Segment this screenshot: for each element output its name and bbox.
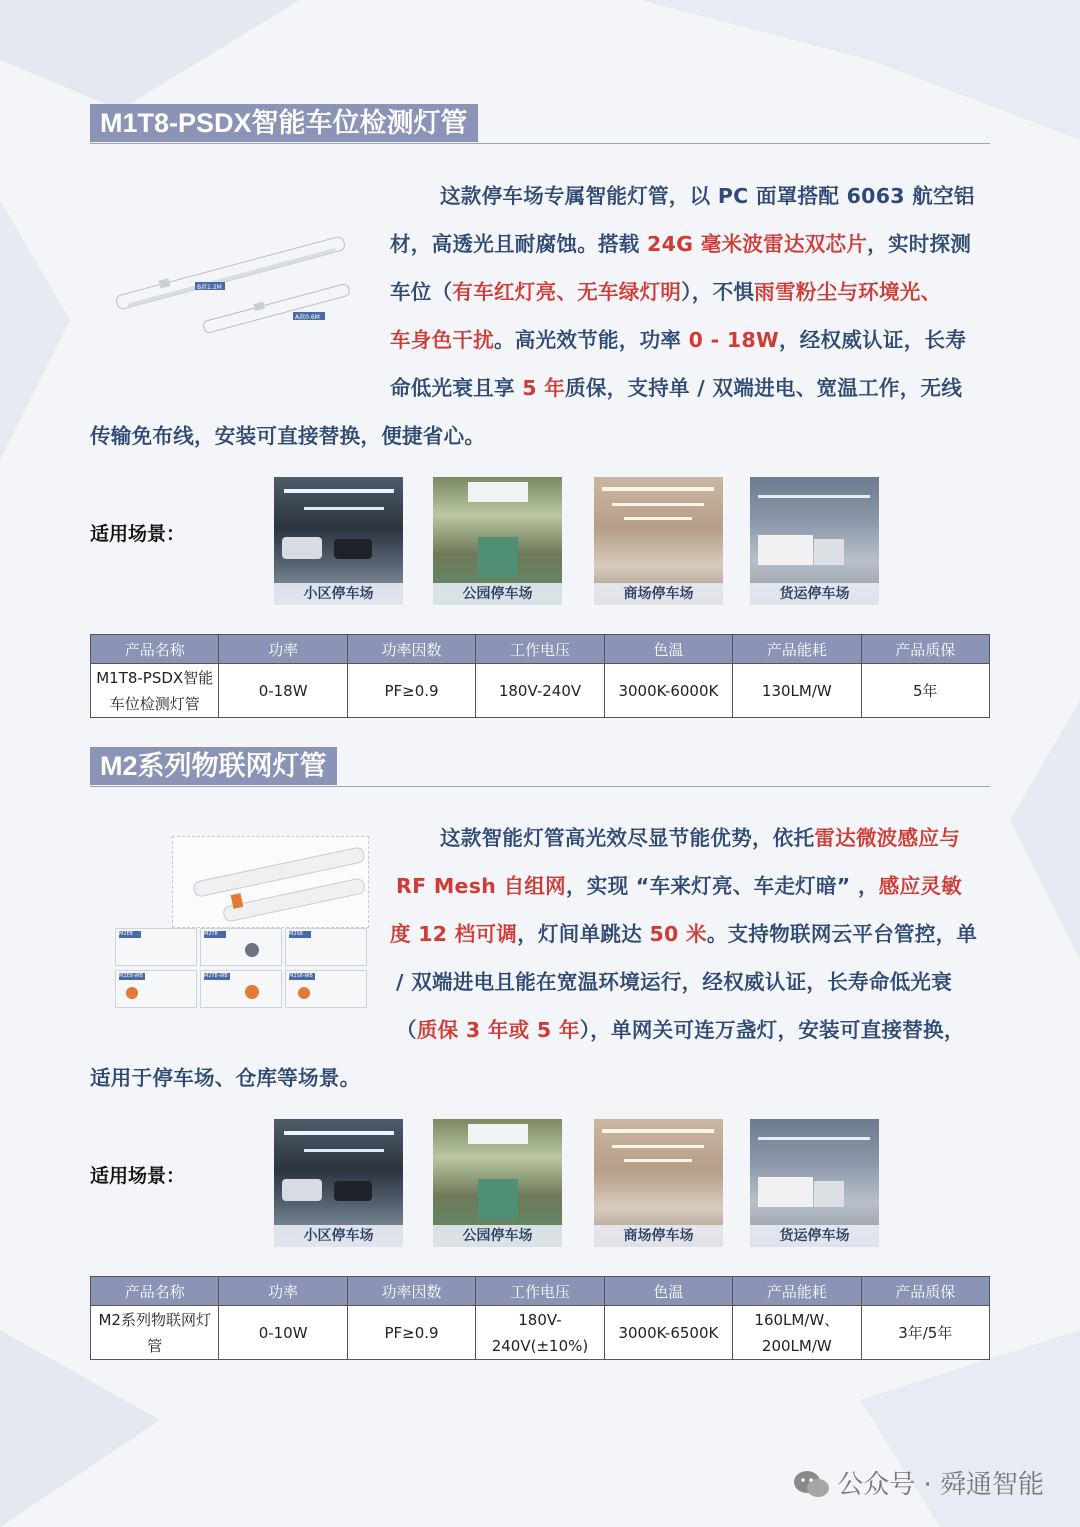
table-header: 功率因数 [347,635,475,664]
para-line [90,958,1000,1006]
highlight-text: 感应灵敏 [878,874,962,898]
highlight-text: 质保 3 年或 5 年 [416,1018,580,1042]
body-text: ，实现 “车来灯亮、车走灯暗” ， [565,874,879,898]
footer-text: 公众号 · 舜通智能 [837,1470,1044,1500]
table-cell: 3000K-6000K [604,664,732,718]
table-cell: 3年/5年 [861,1306,989,1360]
product-label: M2S8-WB [289,973,315,980]
scene-thumb-park [433,477,562,605]
product-label: M2E8 [119,931,141,938]
body-text: 车位（ [390,280,453,304]
body-text: ，灯间单跳达 [517,922,650,946]
para-line [90,220,1000,268]
table-header: 产品名称 [91,635,219,664]
section2-title-rule [90,786,990,787]
table-cell: M2系列物联网灯管 [91,1306,219,1360]
body-text: 命低光衰且享 [390,376,523,400]
para-line [90,1006,1000,1054]
scene-thumb-freight [750,1119,879,1247]
table-row [91,664,990,718]
scene-thumb-freight [750,477,879,605]
section1-spec-table [90,634,990,718]
para-line [90,268,1000,316]
para-line [90,814,1000,862]
highlight-text: 50 米 [649,922,707,946]
body-text: 。高光效节能，功率 [494,328,689,352]
highlight-text: 有车红灯亮、无车绿灯明 [452,280,682,304]
body-text: ，实时探测 [867,232,972,256]
table-header: 功率因数 [347,1277,475,1306]
table-row [91,1306,990,1360]
body-text: 传输免布线，安装可直接替换，便捷省心。 [90,424,486,448]
table-cell: 0-18W [219,664,347,718]
body-text: / 双端进电且能在宽温环境运行，经权威认证，长寿命低光衰 [396,970,953,994]
scene-caption: 商场停车场 [594,1225,723,1247]
scene-thumb-residential [274,477,403,605]
highlight-text: 5 年 [522,376,566,400]
section2-title: M2系列物联网灯管 [90,747,337,785]
table-cell: PF≥0.9 [347,664,475,718]
body-text: ），单网关可连万盏灯，安装可直接替换， [579,1018,965,1042]
body-text: 质保，支持单 / 双端进电、宽温工作，无线 [565,376,963,400]
table-header: 产品能耗 [733,1277,861,1306]
scene-thumb-park [433,1119,562,1247]
table-header: 工作电压 [476,635,604,664]
product-label-a: A款0.6M [295,314,320,321]
para-line [90,910,1000,958]
table-cell: 180V-240V(±10%) [476,1306,604,1360]
section2-paragraph [90,814,1000,1102]
highlight-text: RF Mesh 自组网 [396,874,566,898]
table-cell: 0-10W [219,1306,347,1360]
footer-watermark [793,1464,1044,1501]
table-header: 产品质保 [861,1277,989,1306]
table-cell: 130LM/W [733,664,861,718]
table-header: 功率 [219,635,347,664]
highlight-text: 车身色干扰 [390,328,494,352]
section1-title: M1T8-PSDX智能车位检测灯管 [90,104,478,142]
scene-caption: 公园停车场 [433,583,562,605]
product-label: M2S8 [289,931,311,938]
table-header: 色温 [604,1277,732,1306]
body-text: ，经权威认证，长寿 [778,328,967,352]
table-cell: 5年 [861,664,989,718]
highlight-text: 24G 毫米波雷达双芯片 [647,232,868,256]
body-text: 这款智能灯管高光效尽显节能优势，依托 [440,826,815,850]
table-header: 功率 [219,1277,347,1306]
scene-caption: 货运停车场 [750,1225,879,1247]
section1-title-rule [90,143,990,144]
section2-scene-label: 适用场景： [90,1165,186,1187]
table-cell: 160LM/W、200LM/W [733,1306,861,1360]
product-label-b: B款1.2M [197,284,222,291]
scene-thumb-mall [594,1119,723,1247]
para-line [90,862,1000,910]
product-label: M2T8-WB [204,973,230,980]
product-label: M2E8-WB [119,973,145,980]
scene-caption: 货运停车场 [750,583,879,605]
scene-thumb-residential [274,1119,403,1247]
table-cell: 3000K-6500K [604,1306,732,1360]
table-header: 产品名称 [91,1277,219,1306]
section1-paragraph [90,172,1000,460]
scene-thumb-mall [594,477,723,605]
body-text: （ [396,1018,417,1042]
body-text: 。支持物联网云平台管控，单 [706,922,978,946]
wechat-icon [793,1469,831,1499]
section1-scene-label: 适用场景： [90,523,186,545]
para-line [90,316,1000,364]
highlight-text: 雷达微波感应与 [814,826,961,850]
para-line [90,172,1000,220]
table-header: 工作电压 [476,1277,604,1306]
para-line [90,364,1000,412]
table-header: 色温 [604,635,732,664]
para-line [90,412,1000,460]
para-line [90,1054,1000,1102]
table-header: 产品能耗 [733,635,861,664]
scene-caption: 公园停车场 [433,1225,562,1247]
body-text: 材，高透光且耐腐蚀。搭载 [390,232,648,256]
table-cell: 180V-240V [476,664,604,718]
body-text: 这款停车场专属智能灯管，以 PC 面罩搭配 6063 航空铝 [440,184,975,208]
scene-caption: 小区停车场 [274,1225,403,1247]
scene-caption: 小区停车场 [274,583,403,605]
highlight-text: 0 - 18W [688,328,779,352]
scene-caption: 商场停车场 [594,583,723,605]
table-header-row [91,635,990,664]
highlight-text: 度 12 档可调 [390,922,518,946]
table-header-row [91,1277,990,1306]
table-cell: PF≥0.9 [347,1306,475,1360]
body-text: ），不惧 [681,280,755,304]
highlight-text: 雨雪粉尘与环境光、 [754,280,942,304]
product-label: M2T8 [204,931,226,938]
section2-spec-table [90,1276,990,1360]
table-header: 产品质保 [861,635,989,664]
body-text: 适用于停车场、仓库等场景。 [90,1066,361,1090]
table-cell: M1T8-PSDX智能车位检测灯管 [91,664,219,718]
